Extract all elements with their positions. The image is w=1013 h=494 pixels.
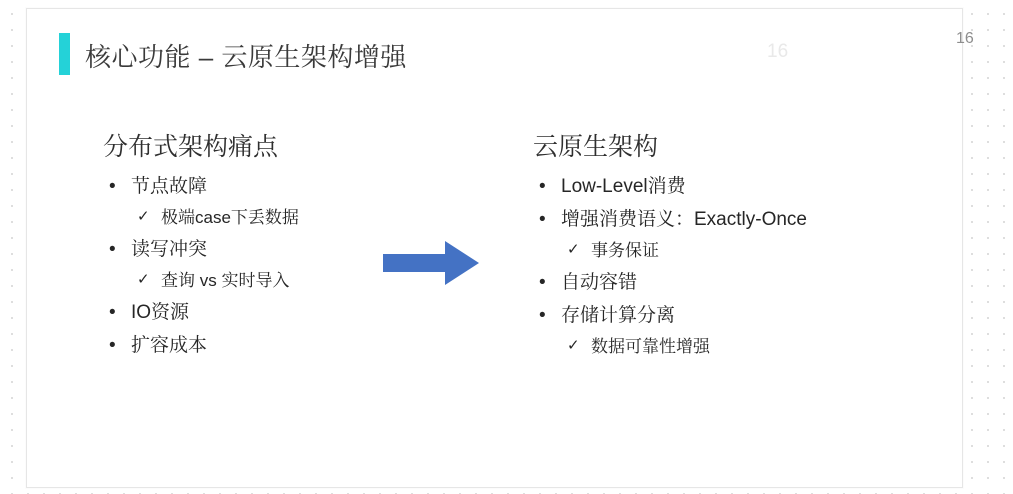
slide-number: 16 <box>956 30 974 47</box>
sub-list-item-label: 数据可靠性增强 <box>591 337 710 356</box>
list-item <box>533 177 933 196</box>
right-arrow-icon <box>383 241 479 285</box>
right-column <box>533 127 933 369</box>
list-item <box>103 177 443 226</box>
list-item-label: IO资源 <box>131 302 190 323</box>
list-item <box>533 306 933 355</box>
slide-surface[interactable] <box>26 8 963 488</box>
sub-list-item-label: 极端case下丢数据 <box>161 208 299 227</box>
sub-list-item <box>131 209 443 226</box>
bullet-dot-icon: • <box>109 239 116 260</box>
list-item-label: Low-Level消费 <box>561 176 686 197</box>
sub-list <box>561 338 933 355</box>
list-item <box>533 273 933 292</box>
bullet-dot-icon: • <box>539 209 546 230</box>
list-item-label: 扩容成本 <box>131 335 208 356</box>
list-item-label: 存储计算分离 <box>561 305 676 326</box>
bullet-dot-icon: • <box>109 335 116 356</box>
check-icon: ✓ <box>567 337 580 354</box>
list-item-label: 自动容错 <box>561 272 638 293</box>
right-column-bullet-list <box>533 177 933 355</box>
sub-list <box>131 209 443 226</box>
check-icon: ✓ <box>137 271 150 288</box>
sub-list-item <box>561 242 933 259</box>
list-item <box>103 336 443 355</box>
bullet-dot-icon: • <box>539 305 546 326</box>
list-item <box>533 210 933 259</box>
sub-list-item-label: 事务保证 <box>591 241 659 260</box>
page-title: 核心功能 – 云原生架构增强 <box>85 42 407 72</box>
right-column-heading: 云原生架构 <box>533 133 659 161</box>
list-item-label: 读写冲突 <box>131 239 208 260</box>
bullet-dot-icon: • <box>109 176 116 197</box>
check-icon: ✓ <box>567 241 580 258</box>
list-item-label: 节点故障 <box>131 176 208 197</box>
title-accent-bar <box>59 33 70 75</box>
bullet-dot-icon: • <box>109 302 116 323</box>
bullet-dot-icon: • <box>539 176 546 197</box>
sub-list-item-label: 查询 vs 实时导入 <box>161 271 290 290</box>
sub-list-item <box>561 338 933 355</box>
slide-number-watermark: 16 <box>767 41 789 62</box>
check-icon: ✓ <box>137 208 150 225</box>
sub-list <box>561 242 933 259</box>
left-column-heading: 分布式架构痛点 <box>103 133 279 161</box>
list-item <box>103 303 443 322</box>
list-item-label: 增强消费语义：Exactly-Once <box>561 209 807 230</box>
bullet-dot-icon: • <box>539 272 546 293</box>
